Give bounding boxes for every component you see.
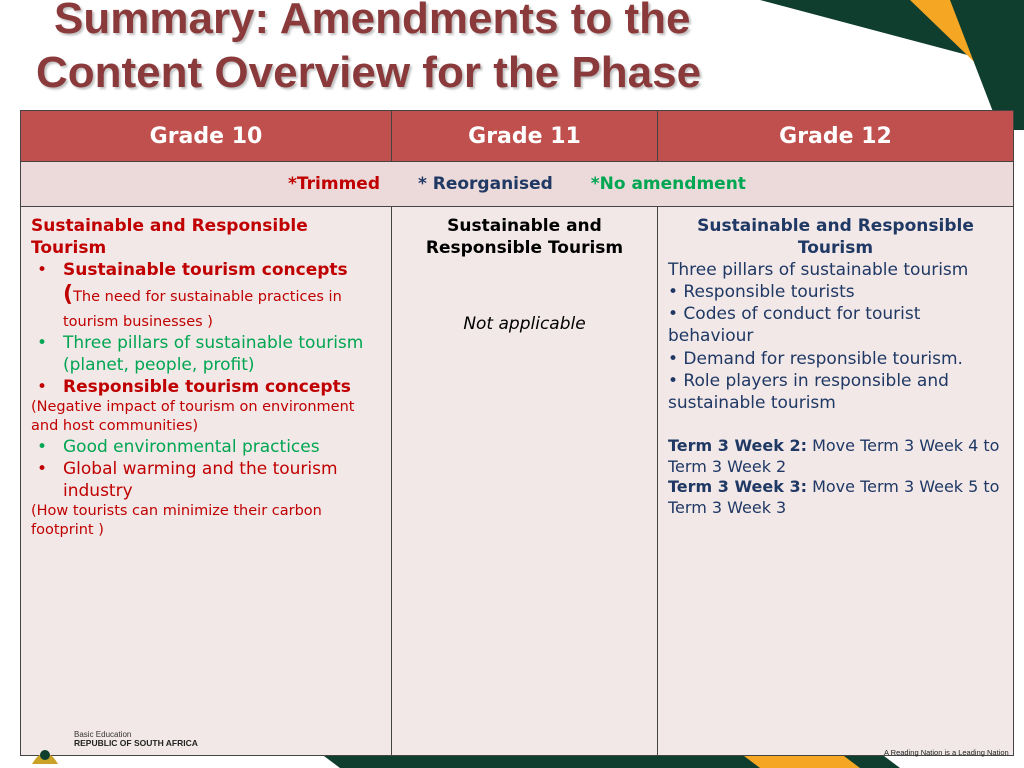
grade-11-cell [392,207,658,756]
item-label: Good environmental practices [63,436,320,457]
bullet-icon: • [37,436,48,457]
legend-cell [21,162,1014,207]
legend-row [21,162,1014,207]
legend-reorganised: * Reorganised [417,174,553,194]
move-text: Move Term 3 Week 4 to Term 3 Week 2 [668,435,1000,476]
grade-12-intro: Three pillars of sustainable tourism [668,260,969,281]
item-label: Three pillars of sustainable tourism (planet, people, profit) [63,332,364,376]
header-grade-12: Grade 12 [658,111,1014,162]
content-row [21,207,1014,756]
amendments-table [20,110,1014,756]
bullet-icon: • [37,459,48,480]
bullet-icon: • [37,332,48,353]
item-note: The need for sustainable practices in tourism businesses ) [63,289,342,330]
list-item [31,376,381,398]
item-label: Responsible tourism concepts [63,377,351,398]
list-item [31,436,381,458]
list-item [31,458,381,502]
grade-12-point: • Responsible tourists [668,282,855,303]
legend-trimmed: *Trimmed [288,174,381,194]
grade-10-list-continued [31,436,381,502]
grade-10-list [31,259,381,398]
move-label: Term 3 Week 2: [668,435,807,455]
item-paren: ( [63,282,74,308]
title-line-2: Content Overview for the Phase [36,48,702,97]
move-text: Move Term 3 Week 5 to Term 3 Week 3 [668,477,1000,518]
grade-12-point: • Demand for responsible tourism. [668,348,963,369]
grade-12-cell [658,207,1014,756]
dept-line-1: Basic Education [74,730,132,739]
slogan: A Reading Nation is a Leading Nation [884,748,1009,757]
bullet-icon: • [37,260,48,281]
page-title [36,0,856,100]
grade-12-heading: Sustainable and Responsible Tourism [697,216,974,259]
bullet-icon: • [37,377,48,398]
grade-12-point: • Codes of conduct for tourist behaviour [668,304,921,347]
header-grade-11: Grade 11 [392,111,658,162]
grade-10-heading: Sustainable and Responsible Tourism [31,216,308,259]
grade-10-cell [21,207,392,756]
department-logo-text [74,730,198,748]
item-label: Sustainable tourism concepts [63,260,348,281]
list-item [31,259,381,332]
header-grade-10: Grade 10 [21,111,392,162]
list-item [31,332,381,376]
legend-no-amendment: *No amendment [590,174,746,194]
grade-12-point: • Role players in responsible and sustainable tourism [668,370,949,413]
move-label: Term 3 Week 3: [668,477,807,497]
item-label: Global warming and the tourism industry [63,459,338,502]
grade-11-heading: Sustainable and Responsible Tourism [425,216,624,259]
item-note: (Negative impact of tourism on environment and host communities) [31,399,355,435]
item-note: (How tourists can minimize their carbon footprint ) [31,503,322,539]
dept-line-2: REPUBLIC OF SOUTH AFRICA [74,738,198,748]
header-row [21,111,1014,162]
coat-of-arms-icon [28,740,62,766]
title-line-1: Summary: Amendments to the [54,0,691,43]
grade-11-status: Not applicable [463,314,586,335]
